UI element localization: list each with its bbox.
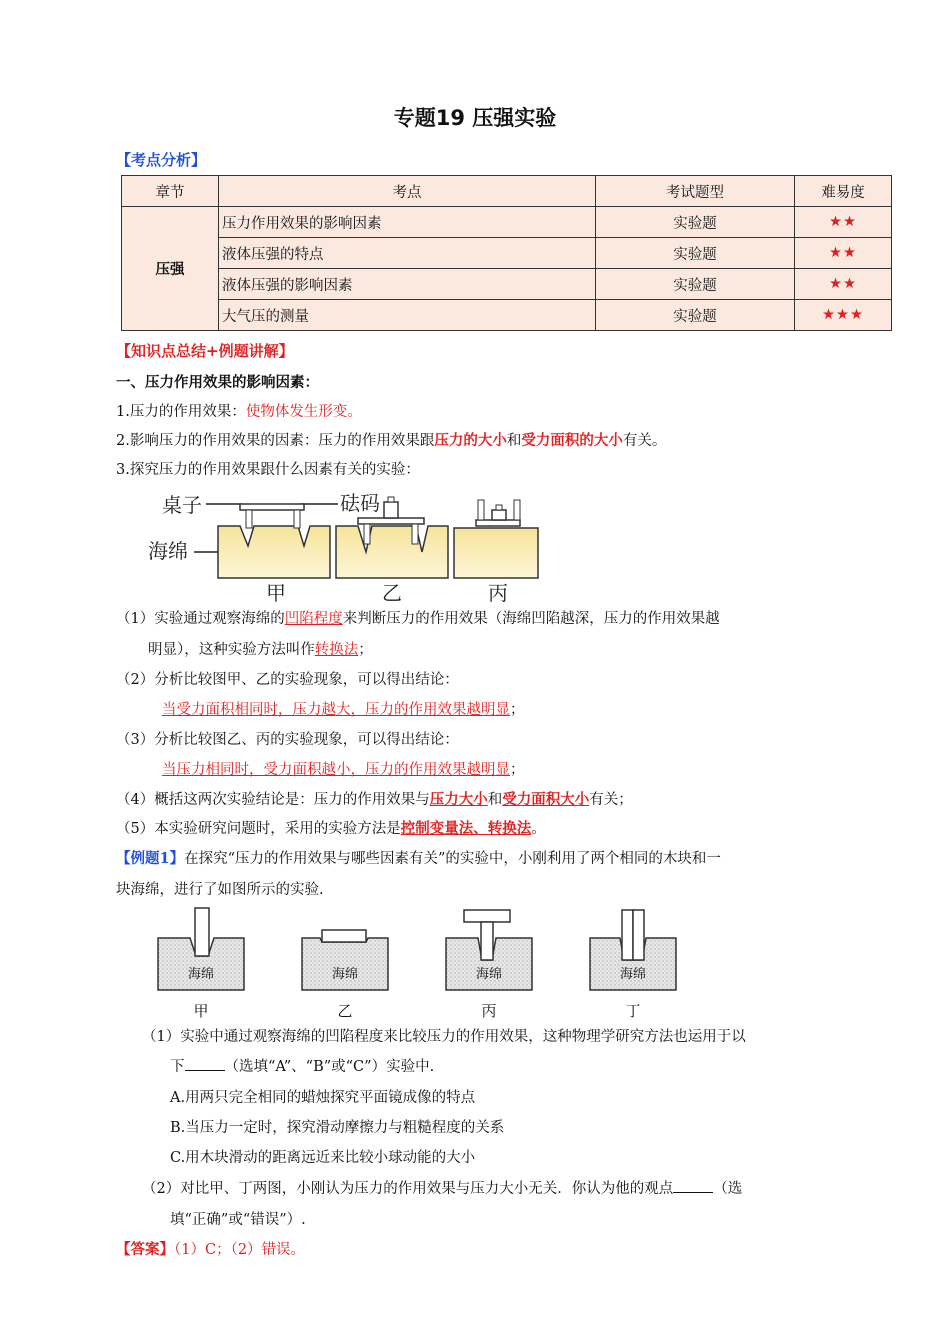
text: 和 <box>506 433 522 449</box>
text: 在探究“压力的作用效果与哪些因素有关”的实验中，小刚利用了两个相同的木块和一 <box>184 851 721 867</box>
analysis-heading: 【考点分析】 <box>116 151 207 169</box>
example-q2-line2: 填“正确”或“错误”）. <box>170 1212 306 1228</box>
question-1a <box>116 607 720 628</box>
text: 。 <box>531 821 546 837</box>
point-cell: 大气压的测量 <box>219 300 596 331</box>
answer: 转换法 <box>314 642 359 658</box>
sponge-text: 海绵 <box>331 967 359 982</box>
answer: 压力大小 <box>429 791 488 808</box>
table-header: 考点 <box>219 176 596 207</box>
chapter-cell: 压强 <box>122 207 219 331</box>
question-1b: （2）分析比较图甲、乙的实验现象，可以得出结论： <box>116 672 459 688</box>
text: 来判断压力的作用效果（海绵凹陷越深，压力的作用效果越 <box>342 611 720 627</box>
question-1e <box>116 817 546 838</box>
type-cell: 实验题 <box>596 300 795 331</box>
sponge-text: 海绵 <box>187 967 215 982</box>
text: 下 <box>170 1059 185 1075</box>
example-1-line1 <box>116 847 721 868</box>
answer: （1）C；（2）错误。 <box>174 1242 306 1258</box>
question-1a-cont <box>148 638 373 659</box>
figure-label: 丙 <box>481 1002 497 1020</box>
option-a: A.用两只完全相同的蜡烛探究平面镜成像的特点 <box>170 1090 476 1106</box>
point-cell: 压力作用效果的影响因素 <box>219 207 596 238</box>
option-b: B.当压力一定时，探究滑动摩擦力与粗糙程度的关系 <box>170 1120 505 1136</box>
highlight: 压力的大小 <box>434 432 507 449</box>
desk-label: 桌子 <box>162 493 202 517</box>
answer: 当受力面积相同时，压力越大，压力的作用效果越明显 <box>162 702 510 718</box>
text: （5）本实验研究问题时，采用的实验方法是 <box>116 821 401 837</box>
table-row <box>122 238 892 269</box>
answer-tag: 【答案】 <box>116 1241 174 1258</box>
weight-label: 砝码 <box>340 491 380 515</box>
difficulty-stars: ★★ <box>795 207 892 238</box>
text: 2.影响压力的作用效果的因素：压力的作用效果跟 <box>116 433 435 449</box>
figure-label: 甲 <box>266 581 286 604</box>
part1-heading: 一、压力作用效果的影响因素： <box>116 375 319 391</box>
text: 有关； <box>589 792 633 808</box>
table-header: 章节 <box>122 176 219 207</box>
text: ； <box>510 702 525 718</box>
point-cell: 液体压强的影响因素 <box>219 269 596 300</box>
highlight: 受力面积的大小 <box>521 432 623 449</box>
text: 明显），这种实验方法叫作 <box>148 642 315 658</box>
text: （选填“A”、“B”或“C”）实验中. <box>224 1059 435 1075</box>
example-q1-line2 <box>170 1055 434 1076</box>
table-row <box>122 207 892 238</box>
figure-label: 丁 <box>625 1002 641 1020</box>
type-cell: 实验题 <box>596 207 795 238</box>
table-header: 难易度 <box>795 176 892 207</box>
answer-1c <box>162 758 525 779</box>
table-row <box>122 269 892 300</box>
difficulty-stars: ★★ <box>795 269 892 300</box>
text: （选 <box>713 1181 743 1197</box>
page-title: 专题19 压强实验 <box>393 106 557 130</box>
type-cell: 实验题 <box>596 238 795 269</box>
text: 1.压力的作用效果： <box>116 404 246 420</box>
option-c: C.用木块滑动的距离远近来比较小球动能的大小 <box>170 1150 476 1166</box>
type-cell: 实验题 <box>596 269 795 300</box>
text: （4）概括这两次实验结论是：压力的作用效果与 <box>116 792 430 808</box>
table-header: 考试题型 <box>596 176 795 207</box>
highlight: 使物体发生形变。 <box>245 404 362 420</box>
figure-label: 乙 <box>337 1002 353 1020</box>
example-q2-line1 <box>142 1177 742 1198</box>
answer: 受力面积大小 <box>502 791 590 808</box>
answer: 凹陷程度 <box>284 611 343 627</box>
text: （2）对比甲、丁两图，小刚认为压力的作用效果与压力大小无关．你认为他的观点 <box>142 1181 674 1197</box>
figure-label: 乙 <box>382 581 402 604</box>
text: ； <box>510 762 525 778</box>
point-line-2 <box>116 429 666 450</box>
answer-blank[interactable] <box>185 1056 225 1071</box>
sponge-text: 海绵 <box>475 967 503 982</box>
sponge-experiment-figure <box>140 486 540 604</box>
difficulty-stars: ★★ <box>795 238 892 269</box>
example-1-line2: 块海绵，进行了如图所示的实验. <box>116 882 324 898</box>
answer-blank[interactable] <box>673 1178 713 1193</box>
text: ； <box>358 642 373 658</box>
example-sponge-figure <box>150 904 690 1022</box>
sponge-label: 海绵 <box>148 539 188 563</box>
answer-1b <box>162 698 525 719</box>
sponge-text: 海绵 <box>619 967 647 982</box>
example-q1-line1: （1）实验中通过观察海绵的凹陷程度来比较压力的作用效果，这种物理学研究方法也运用于以 <box>142 1029 746 1045</box>
example-tag: 【例题1】 <box>116 850 185 867</box>
answer: 控制变量法、转换法 <box>400 820 532 837</box>
question-1c: （3）分析比较图乙、丙的实验现象，可以得出结论： <box>116 732 459 748</box>
figure-label: 甲 <box>193 1002 209 1020</box>
answer-line <box>116 1238 305 1259</box>
point-cell: 液体压强的特点 <box>219 238 596 269</box>
difficulty-stars: ★★★ <box>795 300 892 331</box>
point-line-3: 3.探究压力的作用效果跟什么因素有关的实验： <box>116 462 420 478</box>
answer: 当压力相同时，受力面积越小，压力的作用效果越明显 <box>162 762 510 778</box>
figure-label: 丙 <box>488 581 508 604</box>
table-row <box>122 300 892 331</box>
text: 和 <box>487 792 503 808</box>
exam-point-table <box>121 175 892 331</box>
table-header-row <box>122 176 892 207</box>
point-line-1 <box>116 400 362 421</box>
summary-heading: 【知识点总结+例题讲解】 <box>116 342 294 360</box>
text: 有关。 <box>622 433 667 449</box>
question-1d <box>116 788 633 809</box>
text: （1）实验通过观察海绵的 <box>116 611 285 627</box>
